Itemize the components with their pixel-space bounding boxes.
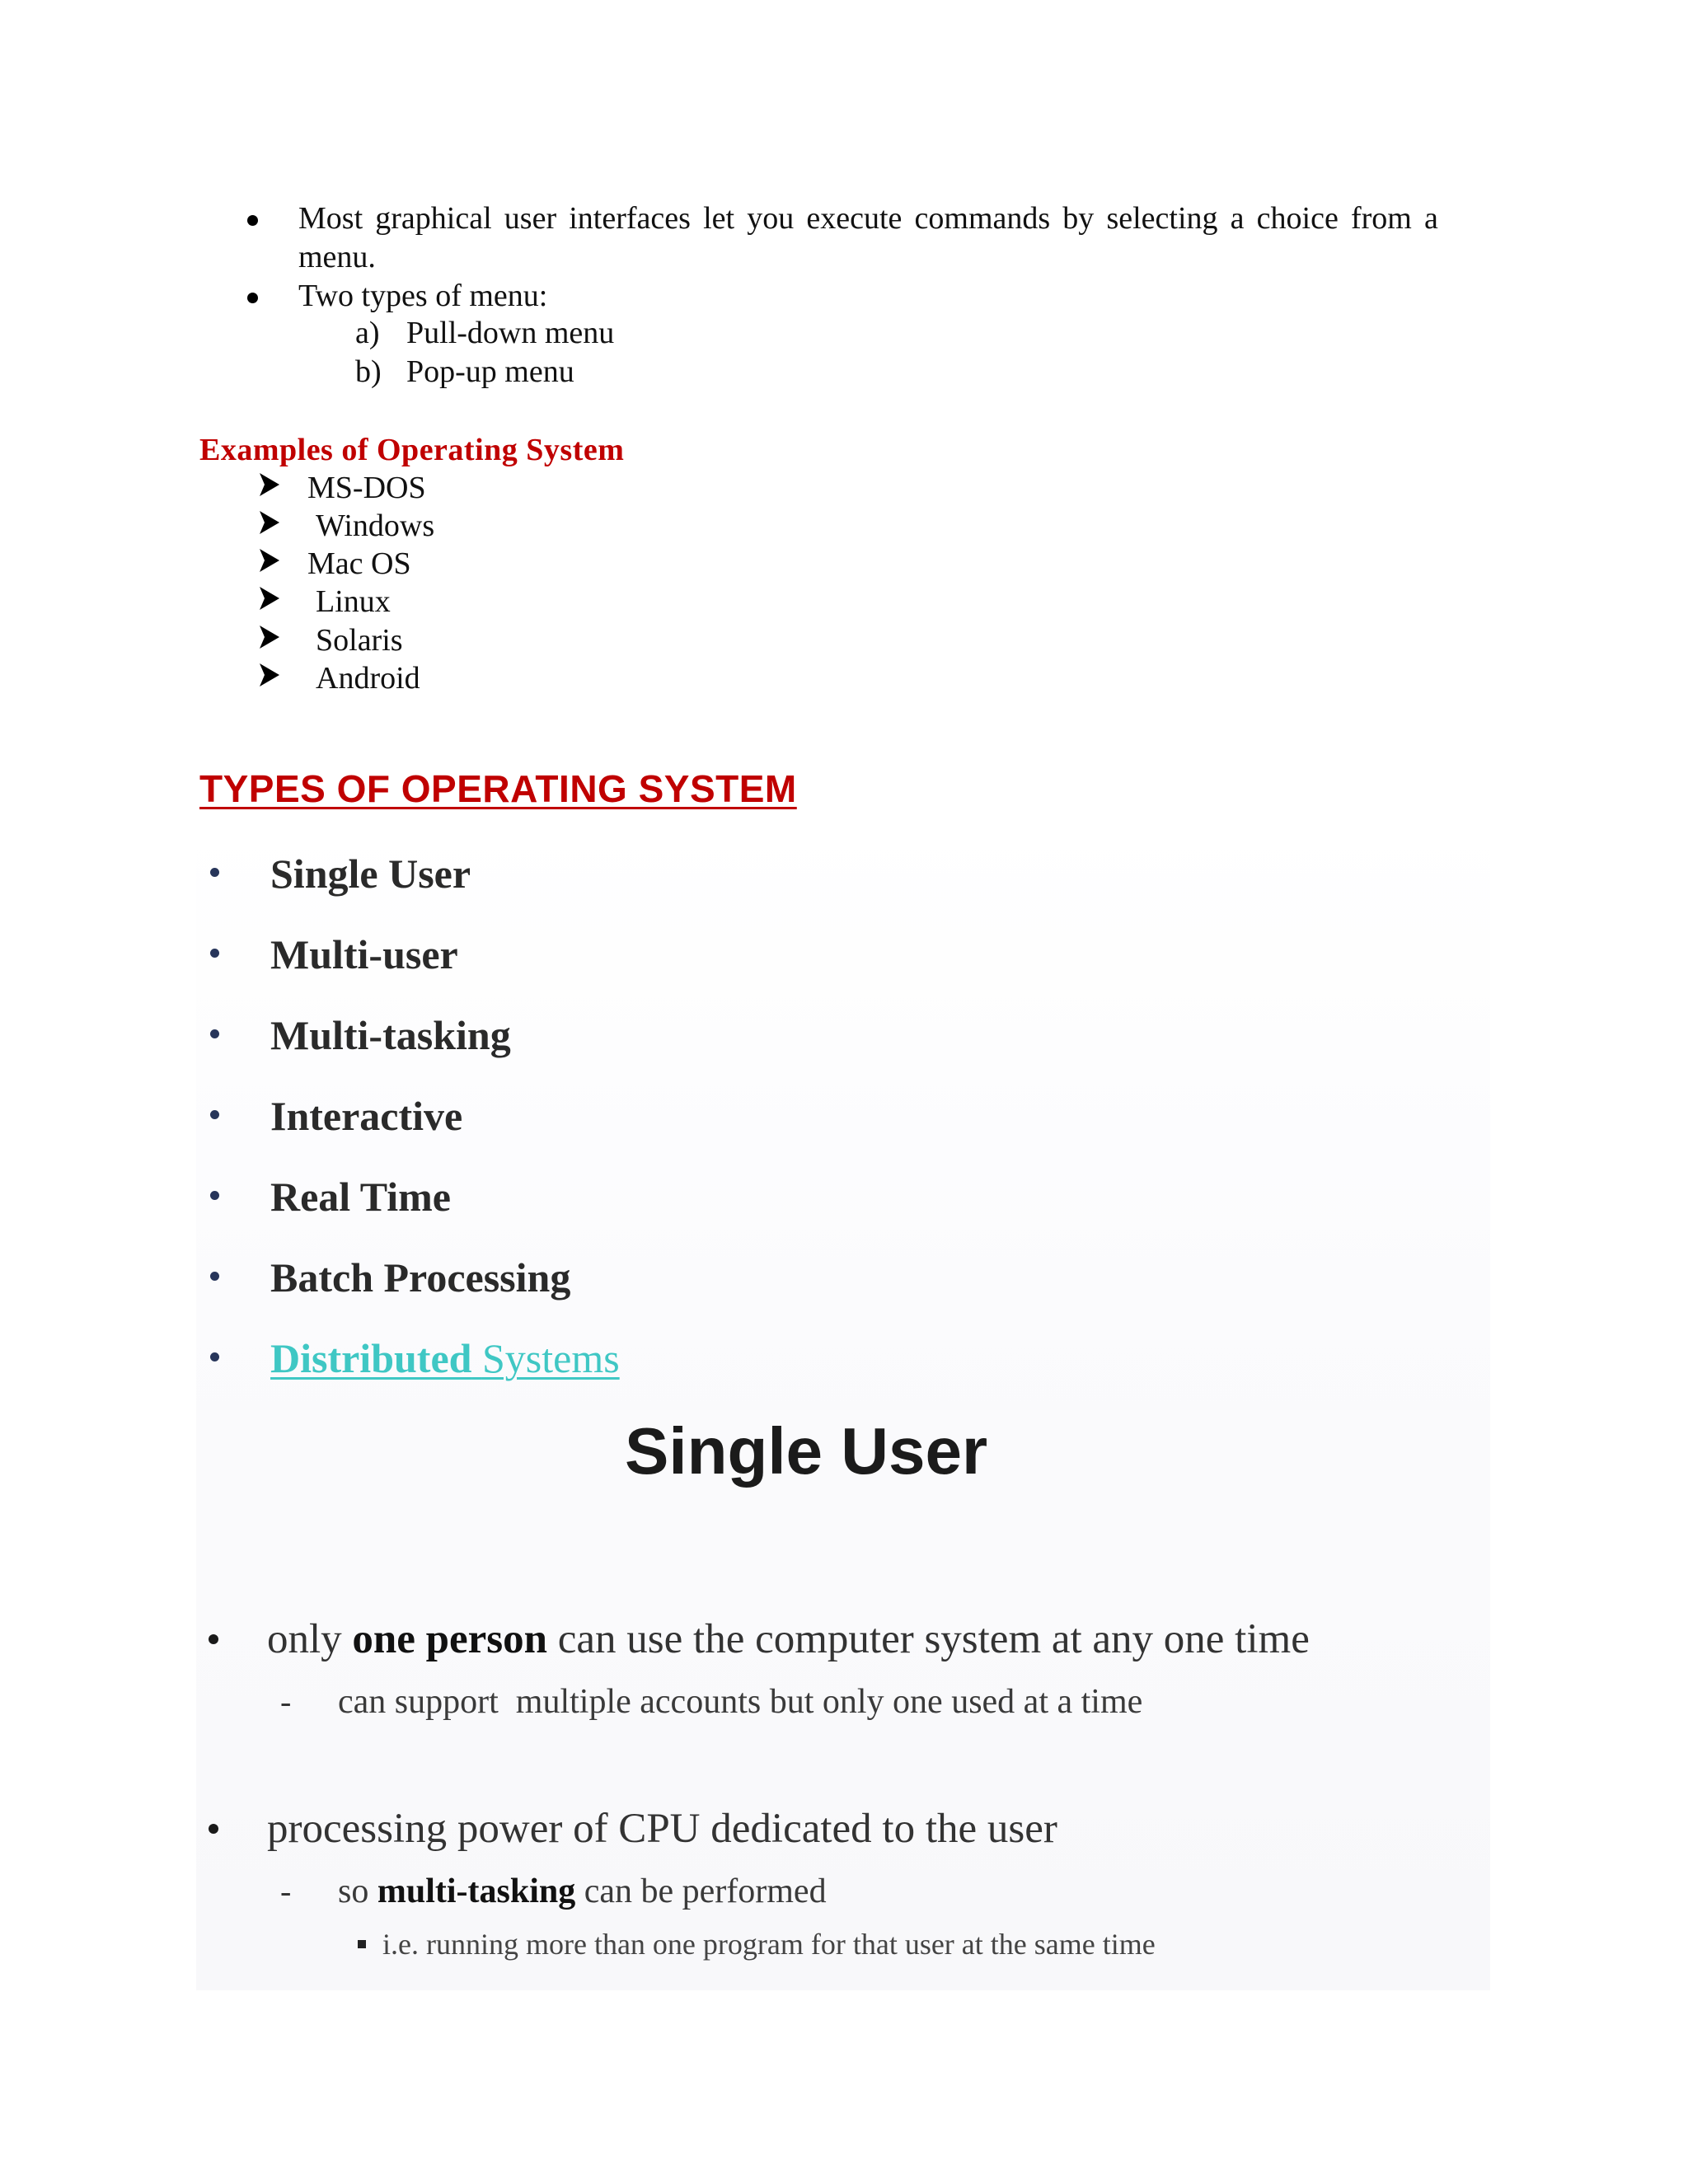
os-type-label: Batch Processing: [270, 1254, 571, 1301]
types-heading: TYPES OF OPERATING SYSTEM: [199, 767, 797, 810]
example-label: Linux: [316, 584, 391, 619]
bullet-dot: [210, 1029, 219, 1038]
bullet-dot: [210, 1191, 219, 1200]
scanned-slide-image: [196, 820, 1490, 1990]
bullet-dot: [210, 1110, 219, 1119]
arrow-bullet-icon: [258, 585, 281, 612]
example-label: Windows: [316, 509, 435, 543]
list-marker: b): [355, 354, 382, 389]
distributed-systems-link[interactable]: [270, 1334, 620, 1382]
text: can be performed: [584, 1872, 827, 1910]
example-label: MS-DOS: [307, 471, 426, 505]
slide-sub-text: can support multiple accounts but only one used at a time: [338, 1683, 1143, 1721]
menu-type-b: [355, 354, 574, 390]
slide-title: Single User: [625, 1414, 988, 1488]
slide-bullet-text: processing power of CPU dedicated to the user: [267, 1806, 1057, 1852]
menu-type-label: Pop-up menu: [406, 354, 574, 389]
bullet-dot: [210, 1272, 219, 1281]
word: a: [1230, 201, 1245, 236]
word: user: [504, 201, 557, 236]
slide-bullet-text: [267, 1615, 1310, 1663]
intro-bullet-1-line-2: menu.: [298, 240, 376, 274]
square-bullet: [358, 1940, 366, 1948]
example-label: Mac OS: [307, 546, 411, 581]
arrow-bullet-icon: [258, 509, 281, 536]
word: selecting: [1106, 201, 1218, 236]
word: commands: [914, 201, 1051, 236]
menu-type-a: [355, 315, 615, 351]
os-type-label: Single User: [270, 851, 471, 897]
intro-bullet-2: Two types of menu:: [298, 279, 548, 313]
bullet-dot: [209, 1824, 218, 1834]
arrow-bullet-icon: [258, 662, 281, 688]
example-label: Solaris: [316, 623, 403, 658]
text: only: [267, 1616, 342, 1662]
bullet-dot: [210, 949, 219, 958]
word: by: [1062, 201, 1095, 236]
word: execute: [806, 201, 903, 236]
arrow-bullet-icon: [258, 471, 281, 498]
bullet-dot: [247, 293, 258, 303]
arrow-bullet-icon: [258, 547, 281, 574]
arrow-bullet-icon: [258, 624, 281, 650]
word: choice: [1256, 201, 1339, 236]
example-label: Android: [316, 661, 420, 696]
intro-bullet-1-line-1: [298, 199, 1438, 237]
emphasis: multi-tasking: [377, 1872, 576, 1910]
word: Most: [298, 201, 363, 236]
os-type-label: Real Time: [270, 1174, 451, 1220]
word: you: [747, 201, 795, 236]
word: a: [1423, 201, 1438, 236]
emphasis: one person: [352, 1616, 548, 1662]
text: can use the computer system at any one time: [557, 1616, 1310, 1662]
list-marker: a): [355, 316, 380, 350]
dash-marker: -: [280, 1872, 292, 1910]
text: so: [338, 1872, 369, 1910]
word: graphical: [375, 201, 492, 236]
bullet-dot: [210, 868, 219, 877]
link-text: Systems: [481, 1335, 620, 1381]
examples-heading: Examples of Operating System: [199, 433, 625, 467]
os-type-label: Interactive: [270, 1093, 463, 1139]
os-type-label: Multi-user: [270, 931, 458, 977]
word: interfaces: [569, 201, 691, 236]
bullet-dot: [209, 1634, 218, 1644]
os-type-label: Multi-tasking: [270, 1012, 511, 1058]
slide-sub-sub-text: i.e. running more than one program for that user at the same time: [382, 1928, 1156, 1961]
bullet-dot: [210, 1352, 219, 1361]
slide-sub-text: [338, 1872, 827, 1911]
bullet-dot: [247, 215, 258, 226]
word: from: [1350, 201, 1412, 236]
dash-marker: -: [280, 1683, 292, 1720]
word: let: [703, 201, 735, 236]
menu-type-label: Pull-down menu: [406, 316, 615, 350]
link-text-bold: Distributed: [270, 1335, 472, 1381]
